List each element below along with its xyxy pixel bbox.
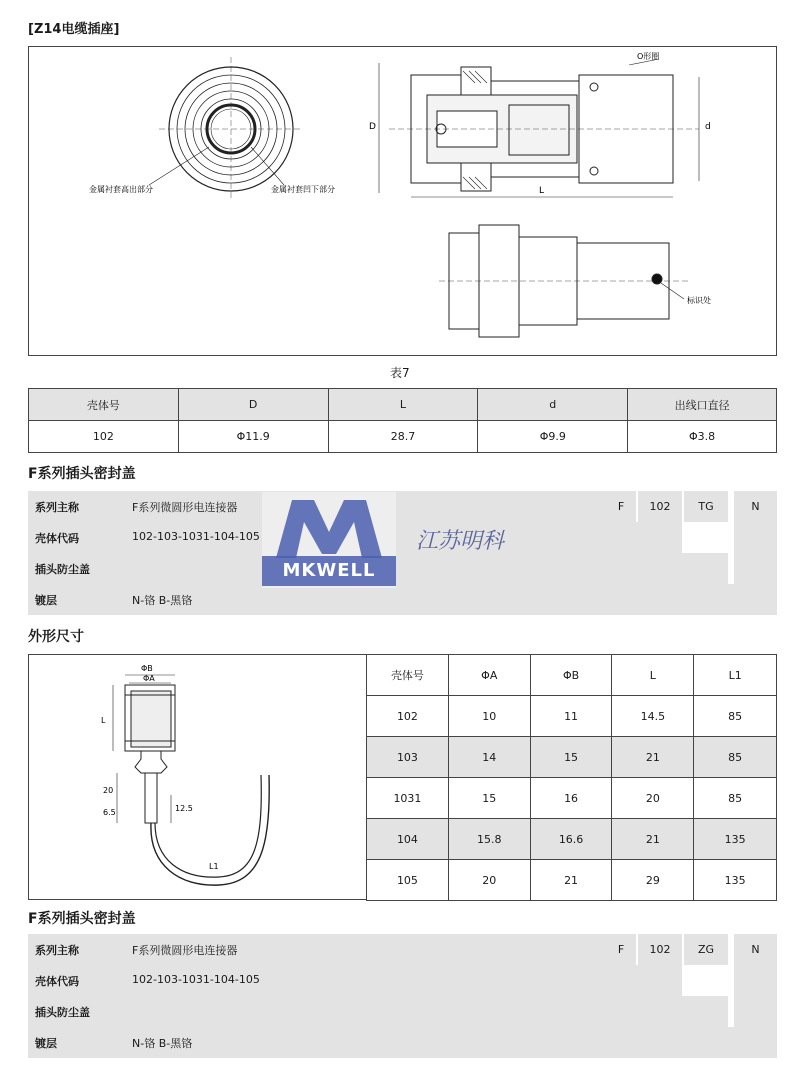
dim-cell: 135	[694, 860, 777, 901]
code-box: F	[606, 934, 636, 965]
dim-cell: 21	[612, 819, 694, 860]
table7-row	[29, 421, 777, 453]
label-raised: 金属衬套高出部分	[89, 185, 153, 194]
table7-cell: Φ11.9	[178, 421, 328, 453]
dim-cell: 21	[612, 737, 694, 778]
code-box: TG	[684, 491, 728, 522]
section3-title: F系列插头密封盖	[28, 911, 136, 927]
table7-header-row	[29, 389, 777, 421]
row-key: 壳体代码	[35, 975, 79, 988]
section1-row-plating	[28, 584, 777, 615]
row-key: 壳体代码	[35, 532, 79, 545]
section3-row-plating	[28, 1027, 777, 1058]
dim-cell: 16.6	[530, 819, 612, 860]
label-phiA: ΦA	[143, 674, 155, 683]
label-mark: 标识处	[687, 296, 711, 305]
section3-row-series	[28, 934, 636, 965]
label-L: L	[101, 716, 106, 725]
code-box: N	[734, 934, 777, 1027]
dim-cell: 21	[530, 860, 612, 901]
dim-cell: 15	[448, 778, 530, 819]
front-view	[149, 57, 303, 201]
section-view	[379, 59, 699, 197]
row-value: N-铬 B-黑铬	[132, 594, 193, 607]
table7-header: 壳体号	[29, 389, 179, 421]
code-box: ZG	[684, 934, 728, 965]
table7	[28, 388, 777, 453]
dim-cell: 1031	[367, 778, 449, 819]
dim-row	[367, 778, 777, 819]
socket-drawing	[29, 47, 776, 355]
dim-cell: 135	[694, 819, 777, 860]
dim-cell: 103	[367, 737, 449, 778]
dim-row	[367, 696, 777, 737]
cap-drawing	[29, 655, 366, 899]
table7-cell: Φ9.9	[478, 421, 628, 453]
table7-header: L	[328, 389, 478, 421]
label-6.5: 6.5	[103, 808, 116, 817]
row-key: 插头防尘盖	[35, 1006, 90, 1019]
dimension-table	[366, 654, 777, 901]
dim-cell: 10	[448, 696, 530, 737]
dim-cell: 105	[367, 860, 449, 901]
section1-title: F系列插头密封盖	[28, 466, 136, 482]
dim-cell: 14.5	[612, 696, 694, 737]
table7-cell: 102	[29, 421, 179, 453]
dim-row	[367, 737, 777, 778]
code-box: F	[606, 491, 636, 522]
dim-header: L1	[694, 655, 777, 696]
row-key: 插头防尘盖	[35, 563, 90, 576]
row-value: 102-103-1031-104-105	[132, 973, 260, 986]
dimension-drawing-frame	[28, 654, 367, 900]
label-recessed: 金属衬套凹下部分	[271, 185, 335, 194]
dim-cell: 20	[448, 860, 530, 901]
dim-cell: 102	[367, 696, 449, 737]
dim-header: 壳体号	[367, 655, 449, 696]
row-key: 系列主称	[35, 501, 79, 514]
logo-text: MKWELL	[282, 560, 376, 581]
dim-cell: 11	[530, 696, 612, 737]
label-L1: L1	[209, 862, 219, 871]
dim-header: L	[612, 655, 694, 696]
row-value: N-铬 B-黑铬	[132, 1037, 193, 1050]
dim-cell: 20	[612, 778, 694, 819]
dim-cell: 29	[612, 860, 694, 901]
code-box: 102	[638, 934, 682, 965]
page-title: [Z14电缆插座]	[28, 22, 120, 37]
label-12.5: 12.5	[175, 804, 193, 813]
outside-view	[439, 225, 689, 337]
dim-cell: 15	[530, 737, 612, 778]
section3-row-cap	[28, 996, 728, 1027]
code-box: 102	[638, 491, 682, 522]
row-value: F系列微圆形电连接器	[132, 944, 238, 957]
table7-cell: 28.7	[328, 421, 478, 453]
dim-cell: 14	[448, 737, 530, 778]
code-box: N	[734, 491, 777, 584]
section2-title: 外形尺寸	[28, 629, 84, 645]
table7-header: D	[178, 389, 328, 421]
row-key: 镀层	[35, 1037, 57, 1050]
table7-caption: 表7	[390, 366, 410, 380]
label-L: L	[539, 186, 545, 196]
section3-row-shell	[28, 965, 682, 996]
label-20: 20	[103, 786, 114, 795]
label-oring: O形圈	[637, 52, 660, 61]
dim-cell: 16	[530, 778, 612, 819]
table7-header: 出线口直径	[628, 389, 777, 421]
company-watermark: 江苏明科	[416, 529, 505, 554]
row-key: 镀层	[35, 594, 57, 607]
dim-cell: 104	[367, 819, 449, 860]
label-D: D	[369, 122, 376, 132]
label-d: d	[705, 122, 711, 132]
dim-header: ΦA	[448, 655, 530, 696]
row-value: F系列微圆形电连接器	[132, 501, 238, 514]
label-phiB: ΦB	[141, 664, 153, 673]
dim-row	[367, 819, 777, 860]
dim-row	[367, 860, 777, 901]
dim-header-row	[367, 655, 777, 696]
row-key: 系列主称	[35, 944, 79, 957]
dim-cell: 15.8	[448, 819, 530, 860]
table7-header: d	[478, 389, 628, 421]
row-value: 102-103-1031-104-105	[132, 530, 260, 543]
socket-drawing-frame	[28, 46, 777, 356]
dim-cell: 85	[694, 696, 777, 737]
dim-header: ΦB	[530, 655, 612, 696]
dim-cell: 85	[694, 737, 777, 778]
dim-cell: 85	[694, 778, 777, 819]
table7-cell: Φ3.8	[628, 421, 777, 453]
